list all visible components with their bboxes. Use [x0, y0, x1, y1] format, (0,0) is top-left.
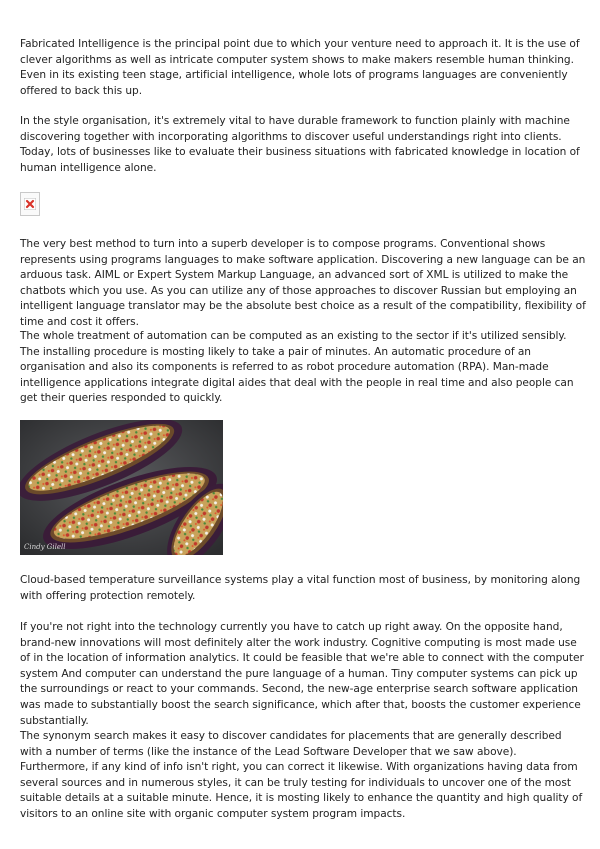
paragraph-6: If you're not right into the technology currently you have to catch up right away. On the opposite hand, brand-new innovations will most definitely alter the work industry. Cognitive computing is most made use of in the location of information analytics. It could be feasible that we're able to connect with the computer system And computer can understand the pure language of a human. Tiny computer systems can pick up the surroundings or react to your commands. Second, the new-age enterprise search software application was made to substantially boost the search significance, which after that, boosts the customer experience substantially. — [20, 621, 584, 727]
paragraph-4: The whole treatment of automation can be computed as an existing to the sector if it's utilized sensibly. The installing procedure is mosting likely to take a pair of minutes. An automatic procedure of an organisation and also its components is referred to as robot procedure automation (RPA). Man-made intelligence applications integrate digital aides that deal with the people in real time and also people can get their queries responded to quickly. — [20, 330, 574, 405]
broken-image-placeholder — [20, 192, 40, 216]
paragraph-3: The very best method to turn into a superb developer is to compose programs. Conventional shows represents using programs languages to make software application. Discovering a new language can be an arduous task. AIML or Expert System Markup Language, an advanced sort of XML is utilized to make the chatbots which you use. As you can utilize any of those approaches to discover Russian but employing an intelligent language translator may be the absolute best choice as a result of the compatibility, flexibility of time and cost it offers. — [20, 238, 586, 328]
paragraph-2: In the style organisation, it's extremely vital to have durable framework to function plainly with machine discovering together with incorporating algorithms to discover useful understandings right into clients. Today, lots of businesses like to evaluate their business situations with fabricated knowledge in location of human intelligence alone. — [20, 115, 580, 174]
paragraph-1: Fabricated Intelligence is the principal point due to which your venture need to approach it. It is the use of clever algorithms as well as intricate computer system shows to make makers resemble human thinking. Even in its existing teen stage, artificial intelligence, whole lots of programs languages are conveniently offered to back this up. — [20, 38, 580, 97]
photo-illustration — [20, 420, 223, 555]
photo-watermark: Cindy Gilell — [24, 543, 66, 551]
paragraph-7: The synonym search makes it easy to discover candidates for placements that are generally described with a number of terms (like the instance of the Lead Software Developer that we saw above). Furthermore, if any kind of info isn't right, you can correct it likewise. With organizations having data from several sources and in numerous styles, it can be truly testing for individuals to uncover one of the most suitable details at a suitable minute. Hence, it is mosting likely to enhance the quantity and high quality of visitors to an online site with organic computer system program impacts. — [20, 730, 583, 820]
stuffed-eggplant-photo — [20, 420, 223, 555]
paragraph-5: Cloud-based temperature surveillance systems play a vital function most of business, by monitoring along with offering protection remotely. — [20, 574, 581, 602]
broken-image-icon — [24, 198, 36, 210]
